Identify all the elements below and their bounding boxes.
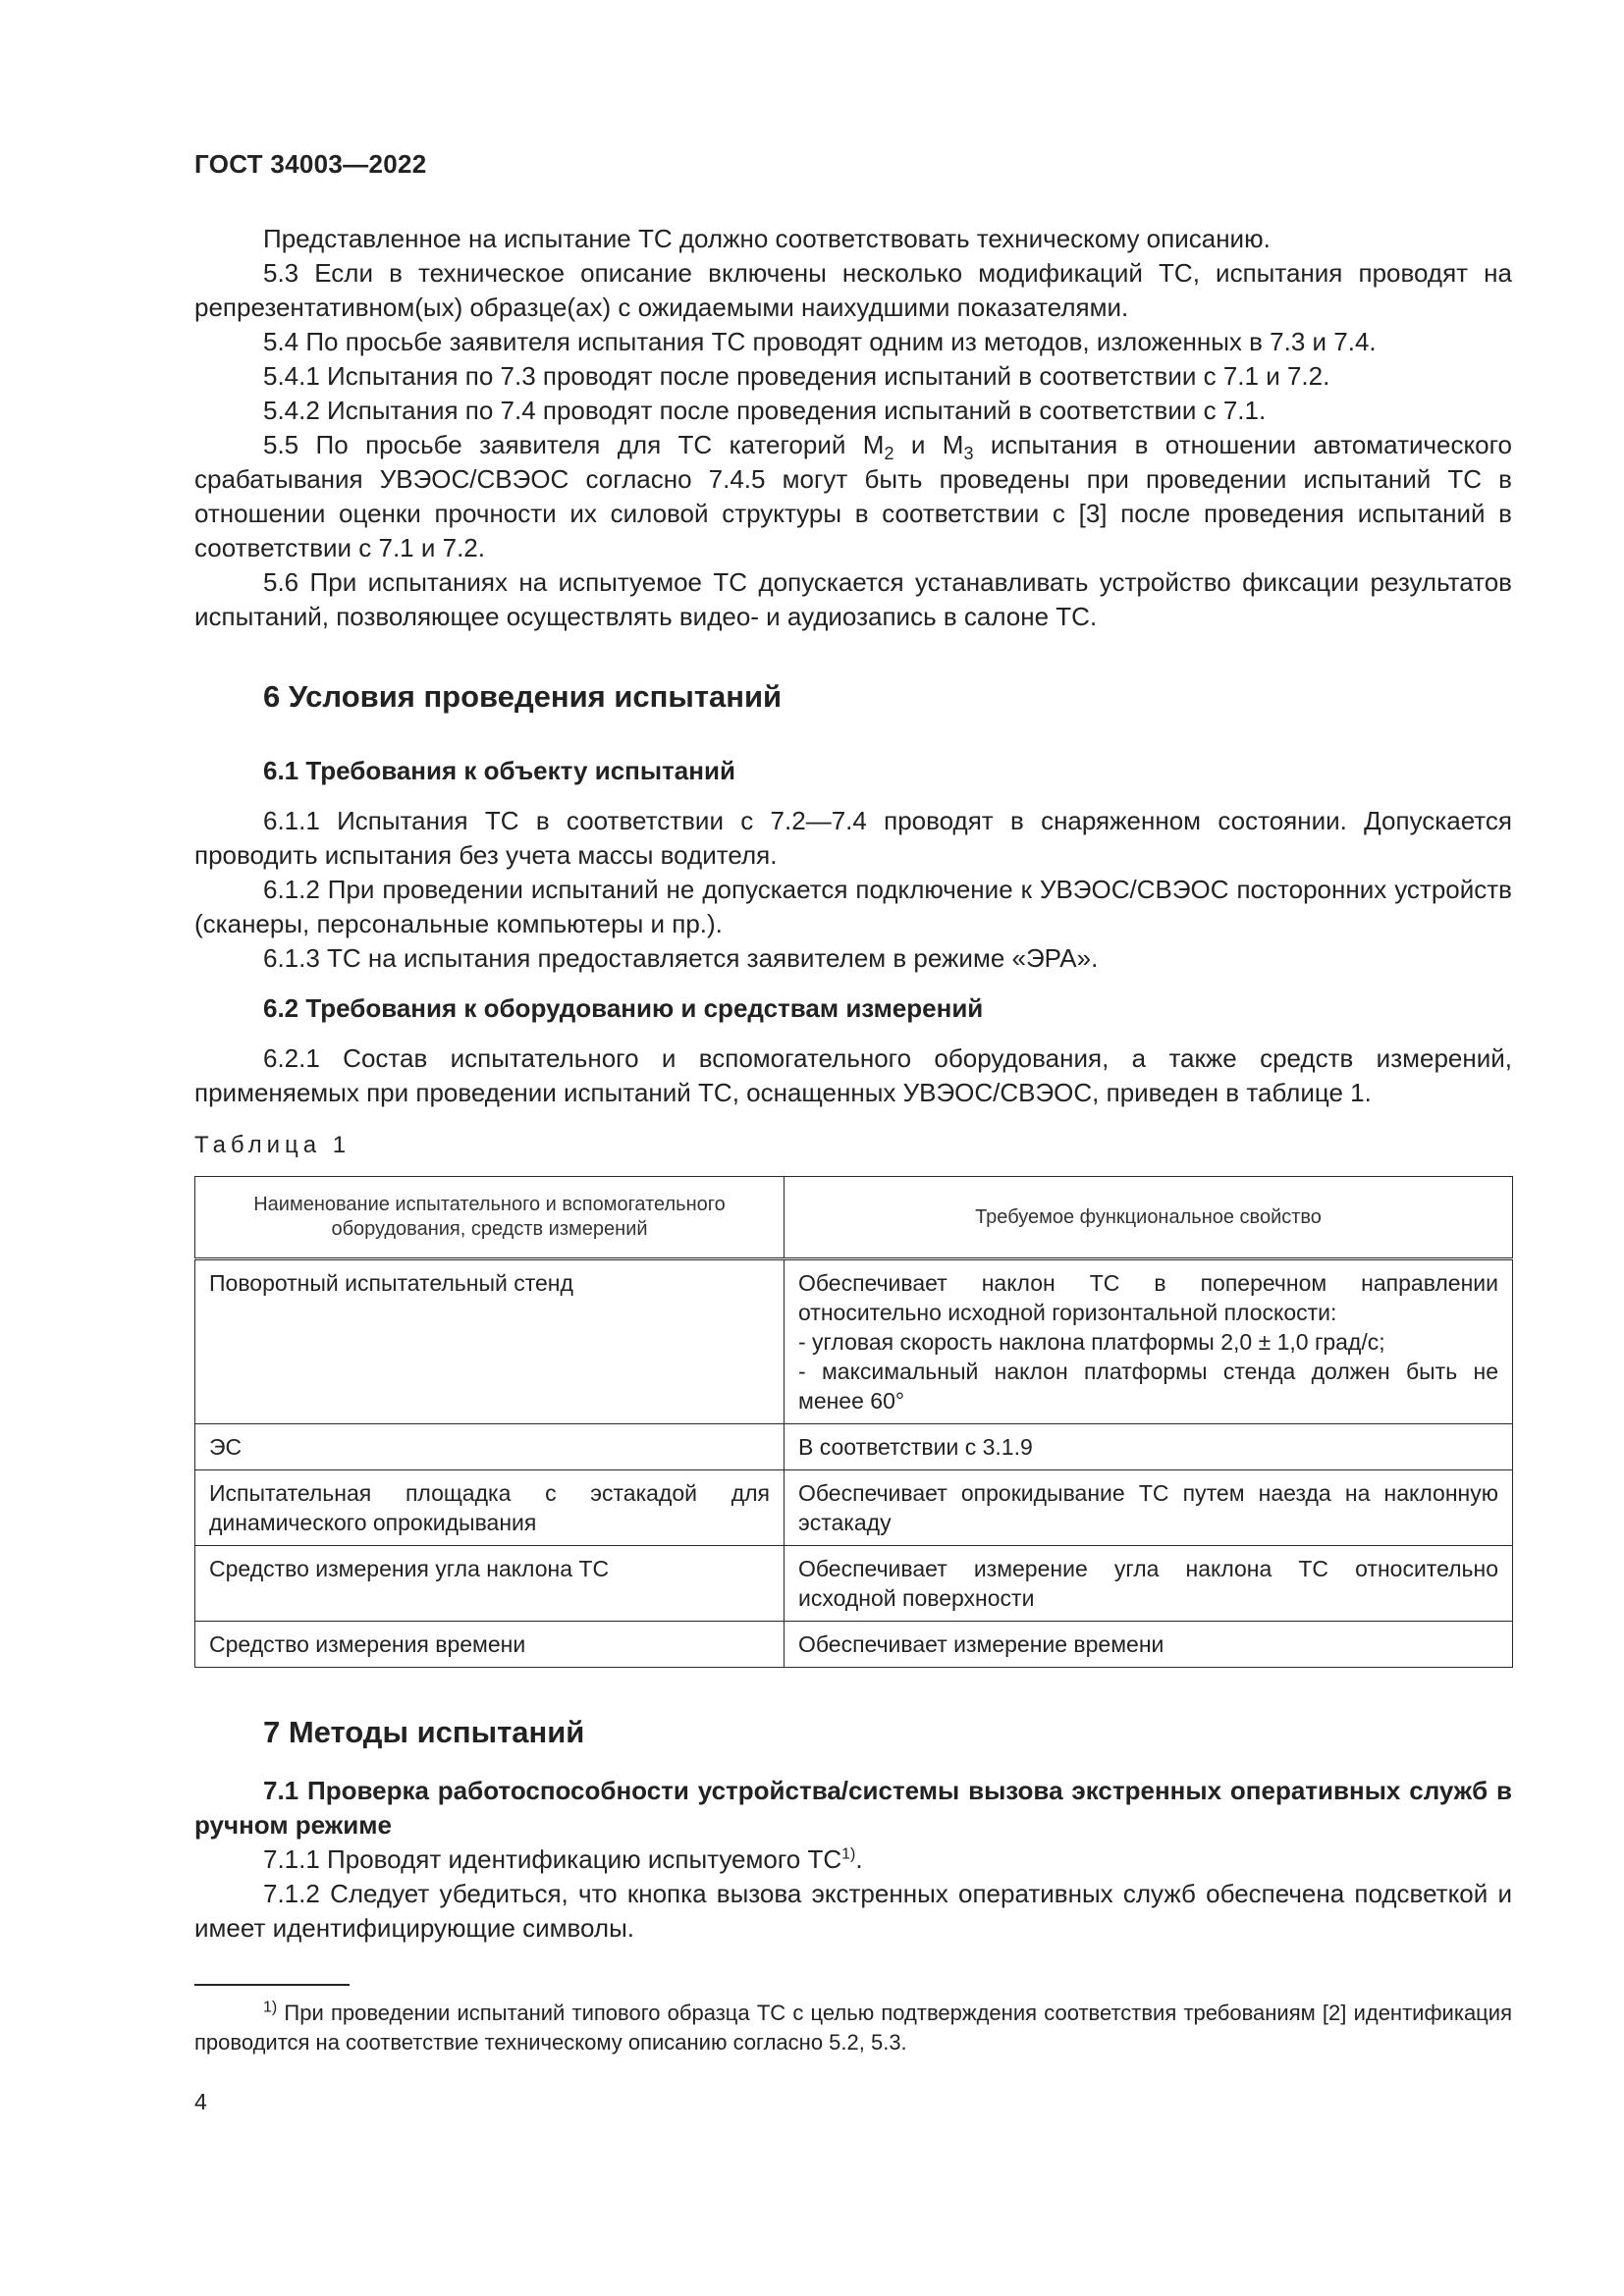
cell-line: Обеспечивает наклон ТС в поперечном направлении относительно исходной горизонтальной плоскости: bbox=[798, 1270, 1498, 1325]
paragraph-6-1-1: 6.1.1 Испытания ТС в соответствии с 7.2—7.4 проводят в снаряженном состоянии. Допускается проводить испытания без учета массы водителя. bbox=[194, 806, 1512, 870]
table-cell: Обеспечивает измерение угла наклона ТС относительно исходной поверхности bbox=[785, 1546, 1513, 1622]
paragraph-6-2-1: 6.2.1 Состав испытательного и вспомогательного оборудования, а также средств измерений, применяемых при проведении испытаний ТС, оснащенных УВЭОС/СВЭОС, приведен в таблице 1. bbox=[194, 1043, 1512, 1107]
table-cell: Средство измерения времени bbox=[195, 1622, 785, 1668]
section-6-heading: 6 Условия проведения испытаний bbox=[263, 679, 783, 714]
text-run: При проведении испытаний типового образца ТС с целью подтверждения соответствия требованиям [2] идентификация проводится на соответствие техническому описанию согласно 5.2, 5.3. bbox=[194, 2001, 1512, 2055]
footnote-text bbox=[194, 1999, 1512, 2057]
subsection-6-1-heading: 6.1 Требования к объекту испытаний bbox=[263, 756, 735, 785]
table-cell: ЭС bbox=[195, 1424, 785, 1470]
paragraph-6-1-2: 6.1.2 При проведении испытаний не допускается подключение к УВЭОС/СВЭОС посторонних устройств (сканеры, персональные компьютеры и пр.). bbox=[194, 875, 1512, 938]
cell-line: - максимальный наклон платформы стенда должен быть не менее 60° bbox=[798, 1359, 1498, 1414]
table-cell: Обеспечивает опрокидывание ТС путем наезда на наклонную эстакаду bbox=[785, 1470, 1513, 1546]
standard-header: ГОСТ 34003—2022 bbox=[194, 149, 427, 179]
paragraph-7-1-2: 7.1.2 Следует убедиться, что кнопка вызова экстренных оперативных служб обеспечена подсветкой и имеет идентифицирующие символы. bbox=[194, 1879, 1512, 1943]
footnote-mark: 1) bbox=[263, 1999, 278, 2016]
paragraph-5-3: 5.3 Если в техническое описание включены несколько модификаций ТС, испытания проводят на репрезентативном(ых) образце(ах) с ожидаемыми наихудшими показателями. bbox=[194, 258, 1512, 322]
paragraph-5-4: 5.4 По просьбе заявителя испытания ТС проводят одним из методов, изложенных в 7.3 и 7.4. bbox=[263, 327, 1377, 356]
page-content bbox=[194, 222, 1512, 1946]
paragraph-5-5 bbox=[194, 428, 1512, 565]
section-7-heading: 7 Методы испытаний bbox=[263, 1715, 585, 1749]
subscript: 3 bbox=[963, 444, 974, 464]
column-header-equipment: Наименование испытательного и вспомогательного оборудования, средств измерений bbox=[195, 1177, 785, 1259]
text-run: 7.1.1 Проводят идентификацию испытуемого ТС bbox=[263, 1844, 842, 1874]
text-run: испытания в отношении автоматического срабатывания УВЭОС/СВЭОС согласно 7.4.5 могут быть проведены при проведении испытаний ТС в отношении оценки прочности их силовой структуры в соответствии с [3] после проведения испытаний в соответствии с 7.1 и 7.2. bbox=[194, 430, 1513, 562]
table-row bbox=[195, 1259, 1513, 1424]
subsection-6-2-heading: 6.2 Требования к оборудованию и средствам измерений bbox=[263, 993, 984, 1023]
table-row bbox=[195, 1546, 1513, 1622]
paragraph-5-6: 5.6 При испытаниях на испытуемое ТС допускается устанавливать устройство фиксации результатов испытаний, позволяющее осуществлять видео- и аудиозапись в салоне ТС. bbox=[194, 567, 1512, 631]
text-run: и M bbox=[893, 430, 964, 459]
table-cell bbox=[785, 1259, 1513, 1424]
paragraph-6-1-3: 6.1.3 ТС на испытания предоставляется заявителем в режиме «ЭРА». bbox=[263, 943, 1099, 973]
subsection-7-1-heading: 7.1 Проверка работоспособности устройства/системы вызова экстренных оперативных служб в ручном режиме bbox=[194, 1776, 1512, 1840]
footnote-ref[interactable]: 1) bbox=[841, 1845, 856, 1863]
column-header-property: Требуемое функциональное свойство bbox=[785, 1177, 1513, 1259]
subscript: 2 bbox=[884, 444, 894, 464]
paragraph-7-1-1 bbox=[194, 1842, 1512, 1877]
table-row bbox=[195, 1470, 1513, 1546]
table-row bbox=[195, 1424, 1513, 1470]
footnote-divider bbox=[194, 1984, 350, 1986]
text-run: . bbox=[855, 1844, 863, 1874]
footnote bbox=[194, 1999, 1512, 2057]
text-run: 5.5 По просьбе заявителя для ТС категорий M bbox=[263, 430, 885, 459]
table-row bbox=[195, 1622, 1513, 1668]
table-cell: В соответствии с 3.1.9 bbox=[785, 1424, 1513, 1470]
cell-line: - угловая скорость наклона платформы 2,0 ± 1,0 град/с; bbox=[798, 1329, 1385, 1355]
table-cell: Средство измерения угла наклона ТС bbox=[195, 1546, 785, 1622]
paragraph-5-4-2: 5.4.2 Испытания по 7.4 проводят после проведения испытаний в соответствии с 7.1. bbox=[263, 396, 1267, 425]
table-caption: Таблица 1 bbox=[194, 1132, 352, 1158]
equipment-table bbox=[194, 1176, 1513, 1668]
table-cell: Обеспечивает измерение времени bbox=[785, 1622, 1513, 1668]
table-cell: Поворотный испытательный стенд bbox=[195, 1259, 785, 1424]
page-number: 4 bbox=[194, 2089, 207, 2114]
paragraph-5-4-1: 5.4.1 Испытания по 7.3 проводят после проведения испытаний в соответствии с 7.1 и 7.2. bbox=[263, 361, 1330, 391]
table-cell: Испытательная площадка с эстакадой для динамического опрокидывания bbox=[195, 1470, 785, 1546]
paragraph: Представленное на испытание ТС должно соответствовать техническому описанию. bbox=[263, 224, 1271, 253]
table-header-row bbox=[195, 1177, 1513, 1259]
